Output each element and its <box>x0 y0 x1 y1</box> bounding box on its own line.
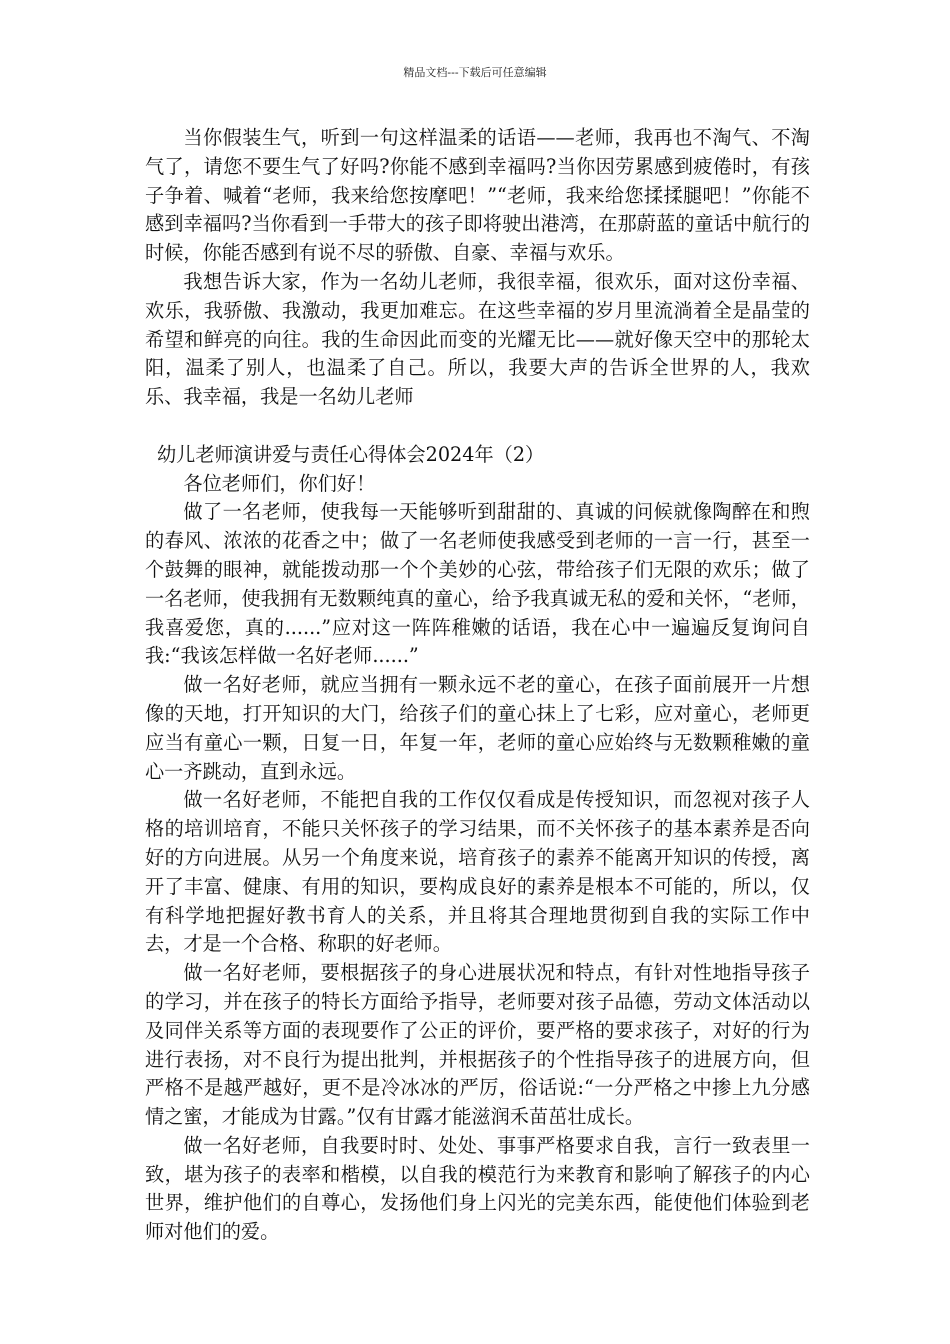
greeting: 各位老师们，你们好！ <box>183 471 376 495</box>
paragraph: 做了一名老师，使我每一天能够听到甜甜的、真诚的问候就像陶醉在和煦的春风、浓浓的花香之中；做了一名老师使我感受到老师的一言一行，甚至一个鼓舞的眼神，就能拨动那一个个美妙的心弦，带给孩子们无限的欢乐；做了一名老师，使我拥有无数颗纯真的童心，给予我真诚无私的爱和关怀，“老师，我喜爱您，真的......”应对这一阵阵稚嫩的话语，我在心中一遍遍反复询问自我:“我该怎样做一名好老师......” <box>145 500 810 668</box>
paragraph: 做一名好老师，自我要时时、处处、事事严格要求自我，言行一致表里一致，堪为孩子的表率和楷模，以自我的模范行为来教育和影响了解孩子的内心世界，维护他们的自尊心，发扬他们身上闪光的完美东西，能使他们体验到老师对他们的爱。 <box>145 1133 810 1244</box>
paragraph: 我想告诉大家，作为一名幼儿老师，我很幸福，很欢乐，面对这份幸福、欢乐，我骄傲、我激动，我更加难忘。在这些幸福的岁月里流淌着全是晶莹的希望和鲜亮的向往。我的生命因此而变的光耀无比——就好像天空中的那轮太阳，温柔了别人，也温柔了自己。所以，我要大声的告诉全世界的人，我欢乐、我幸福，我是一名幼儿老师 <box>145 269 810 409</box>
document-body <box>145 120 810 1247</box>
paragraph: 做一名好老师，就应当拥有一颗永远不老的童心，在孩子面前展开一片想像的天地，打开知识的大门，给孩子们的童心抹上了七彩，应对童心，老师更应当有童心一颗，日复一日，年复一年，老师的童心应始终与无数颗稚嫩的童心一齐跳动，直到永远。 <box>145 673 810 783</box>
page-header: 精品文档---下载后可任意编辑 <box>403 66 547 79</box>
paragraph: 做一名好老师，不能把自我的工作仅仅看成是传授知识，而忽视对孩子人格的培训培育，不能只关怀孩子的学习结果，而不关怀孩子的基本素养是否向好的方向进展。从另一个角度来说，培育孩子的素养不能离开知识的传授，离开了丰富、健康、有用的知识，要构成良好的素养是根本不可能的，所以，仅有科学地把握好教书育人的关系，并且将其合理地贯彻到自我的实际工作中去，才是一个合格、称职的好老师。 <box>145 788 810 956</box>
section-title: 幼儿老师演讲爱与责任心得体会2024年（2） <box>157 442 545 466</box>
paragraph: 当你假装生气，听到一句这样温柔的话语——老师，我再也不淘气、不淘气了，请您不要生气了好吗?你能不感到幸福吗?当你因劳累感到疲倦时，有孩子争着、喊着“老师，我来给您按摩吧！”“老师，我来给您揉揉腿吧！”你能不感到幸福吗?当你看到一手带大的孩子即将驶出港湾，在那蔚蓝的童话中航行的时候，你能否感到有说不尽的骄傲、自豪、幸福与欢乐。 <box>145 126 810 265</box>
paragraph: 做一名好老师，要根据孩子的身心进展状况和特点，有针对性地指导孩子的学习，并在孩子的特长方面给予指导，老师要对孩子品德，劳动文体活动以及同伴关系等方面的表现要作了公正的评价，要严格的要求孩子，对好的行为进行表扬，对不良行为提出批判，并根据孩子的个性指导孩子的进展方向，但严格不是越严越好，更不是冷冰冰的严厉，俗话说:“一分严格之中掺上九分感情之蜜，才能成为甘露。”仅有甘露才能滋润禾苗茁壮成长。 <box>145 961 810 1129</box>
